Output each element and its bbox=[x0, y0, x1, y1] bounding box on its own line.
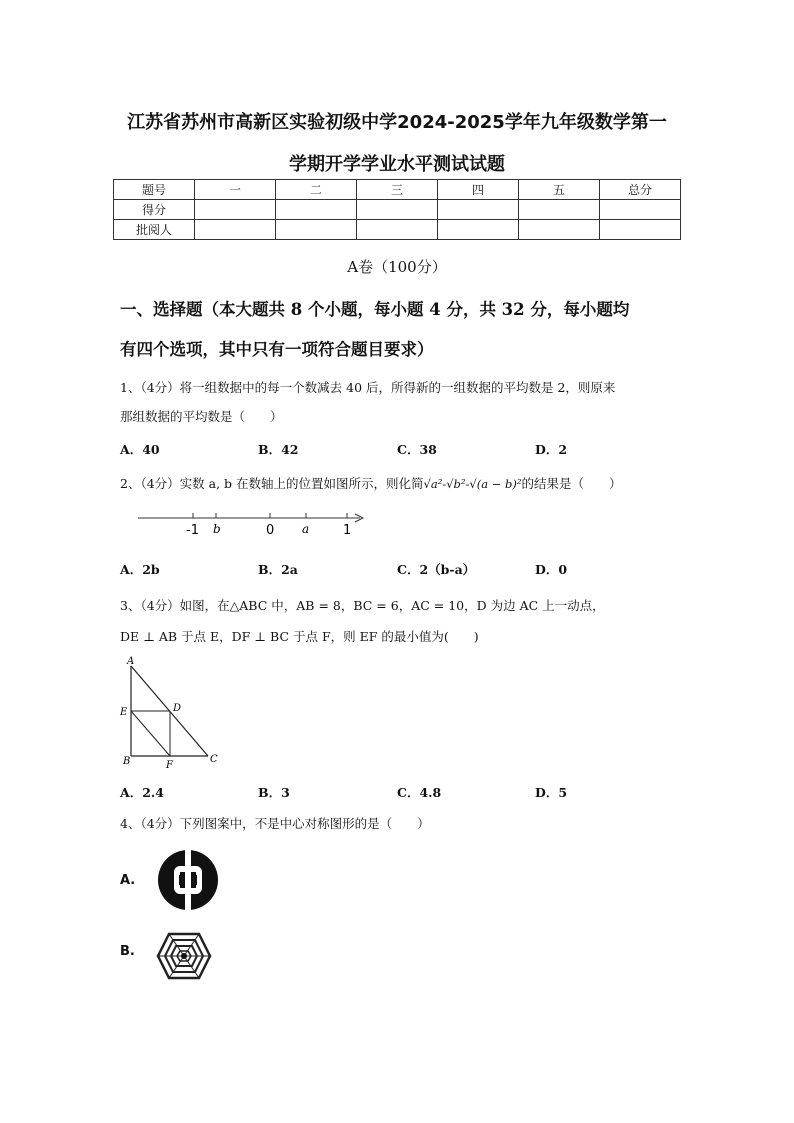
q3-option-c: C．4.8 bbox=[397, 785, 442, 800]
score-cell bbox=[438, 200, 519, 220]
q2-option-a: A．2b bbox=[120, 562, 160, 577]
label-one: 1 bbox=[343, 523, 352, 538]
title-line-1: 江苏省苏州市高新区实验初级中学2024-2025学年九年级数学第一 bbox=[127, 112, 667, 133]
q1-option-b: B．42 bbox=[258, 442, 299, 457]
hexagon-center-dot bbox=[181, 953, 187, 959]
score-table-header: 一 bbox=[195, 180, 276, 200]
score-table-header: 题号 bbox=[114, 180, 195, 200]
vertex-label-a: A bbox=[127, 656, 135, 667]
q1-option-d: D．2 bbox=[535, 442, 568, 457]
score-cell bbox=[600, 200, 681, 220]
label-b: b bbox=[213, 522, 221, 536]
score-table-row bbox=[114, 200, 681, 220]
score-table-row bbox=[114, 220, 681, 240]
score-table-header: 四 bbox=[438, 180, 519, 200]
q3-text-line2: DE ⊥ AB 于点 E，DF ⊥ BC 于点 F，则 EF 的最小值为( ) bbox=[120, 629, 479, 644]
hexagon-web-figure bbox=[141, 929, 227, 983]
score-cell bbox=[195, 220, 276, 240]
score-table-header: 总分 bbox=[600, 180, 681, 200]
logo-center-bar bbox=[185, 875, 191, 885]
score-cell bbox=[438, 220, 519, 240]
score-table-header: 二 bbox=[276, 180, 357, 200]
q1-text-line2: 那组数据的平均数是（ ） bbox=[120, 409, 283, 424]
title-line-2: 学期开学学业水平测试试题 bbox=[289, 154, 505, 175]
q2-prefix: 2、（4分）实数 a, b 在数轴上的位置如图所示，则化简 bbox=[120, 476, 424, 491]
score-cell bbox=[357, 220, 438, 240]
q2-suffix: 的结果是（ ） bbox=[521, 476, 622, 491]
q3-option-a: A．2.4 bbox=[120, 785, 164, 800]
q4-option-b-label: B. bbox=[120, 944, 135, 959]
score-row-label: 批阅人 bbox=[114, 220, 195, 240]
bank-of-china-logo-figure bbox=[151, 845, 225, 915]
score-cell bbox=[600, 220, 681, 240]
score-cell bbox=[519, 220, 600, 240]
q2-text bbox=[120, 474, 621, 492]
vertex-label-c: C bbox=[210, 754, 218, 765]
section1-heading-line1: 一、选择题（本大题共 8 个小题，每小题 4 分，共 32 分，每小题均 bbox=[120, 300, 630, 319]
segment-ef bbox=[131, 711, 170, 756]
label-zero: 0 bbox=[266, 523, 275, 538]
q2-option-c: C．2（b-a） bbox=[397, 562, 476, 577]
q2-option-d: D．0 bbox=[535, 562, 568, 577]
q1-text-line1: 1、（4分）将一组数据中的每一个数减去 40 后，所得新的一组数据的平均数是 2，则原来 bbox=[120, 380, 616, 395]
label-minus-one: -1 bbox=[186, 523, 199, 538]
section-a-heading: A卷（100分） bbox=[347, 258, 447, 276]
q3-triangle-figure bbox=[118, 654, 228, 772]
q3-text-line1: 3、（4分）如图，在△ABC 中，AB = 8，BC = 6，AC = 10，D 为边 AC 上一动点， bbox=[120, 598, 605, 613]
q3-option-d: D．5 bbox=[535, 785, 568, 800]
q2-number-line-figure bbox=[136, 507, 368, 539]
score-cell bbox=[276, 200, 357, 220]
score-cell bbox=[195, 200, 276, 220]
q1-option-c: C．38 bbox=[397, 442, 437, 457]
q2-radical-expression: √a²-√b²-√(a − b)² bbox=[423, 477, 522, 491]
vertex-label-e: E bbox=[120, 707, 128, 718]
q2-option-b: B．2a bbox=[258, 562, 298, 577]
vertex-label-b: B bbox=[123, 756, 131, 767]
vertex-label-d: D bbox=[173, 703, 182, 714]
score-table-header-row bbox=[114, 180, 681, 200]
q3-option-b: B．3 bbox=[258, 785, 290, 800]
score-row-label: 得分 bbox=[114, 200, 195, 220]
score-cell bbox=[276, 220, 357, 240]
score-cell bbox=[519, 200, 600, 220]
q4-option-a-label: A. bbox=[120, 873, 136, 888]
score-cell bbox=[357, 200, 438, 220]
score-table bbox=[113, 179, 681, 240]
score-table-header: 三 bbox=[357, 180, 438, 200]
section1-heading-line2: 有四个选项，其中只有一项符合题目要求） bbox=[120, 340, 434, 359]
vertex-label-f: F bbox=[166, 760, 173, 771]
label-a: a bbox=[302, 522, 310, 536]
q1-option-a: A．40 bbox=[120, 442, 160, 457]
q4-text: 4、（4分）下列图案中，不是中心对称图形的是（ ） bbox=[120, 816, 430, 831]
score-table-header: 五 bbox=[519, 180, 600, 200]
